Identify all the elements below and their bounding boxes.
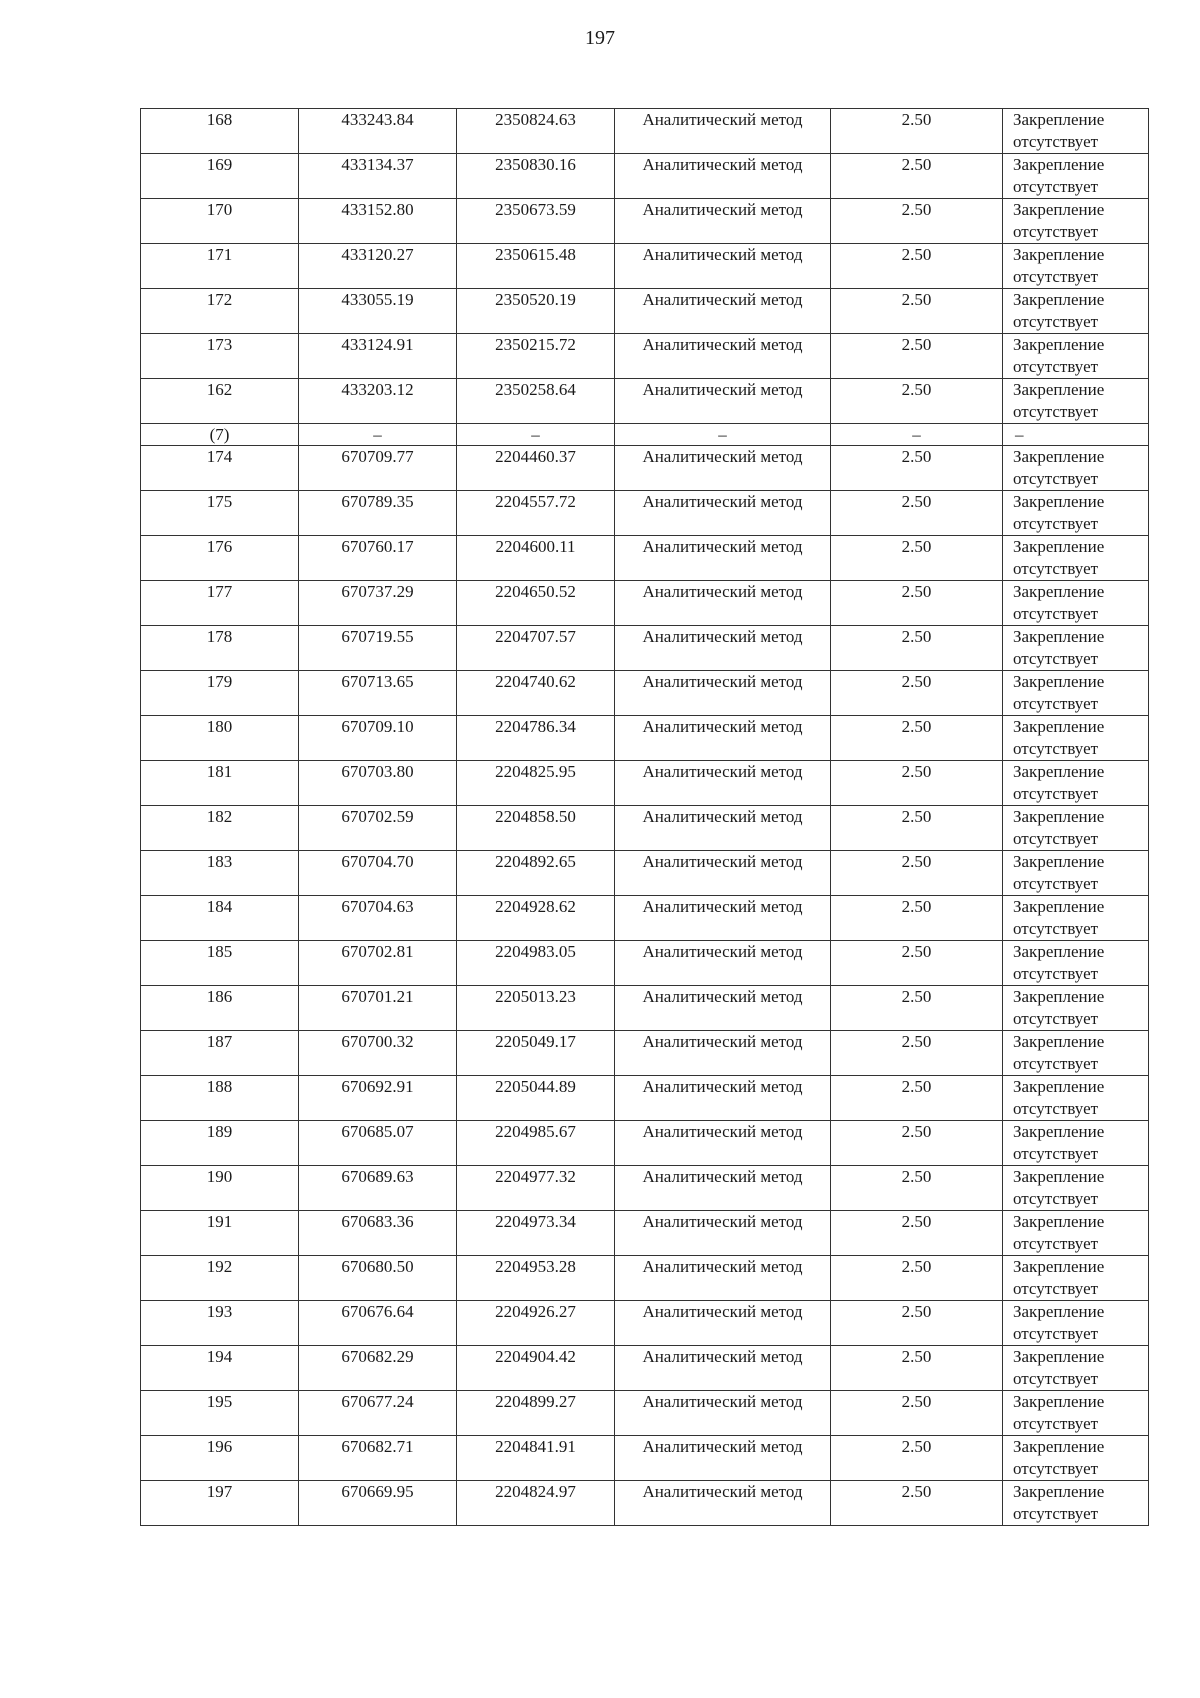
cell-method: Аналитический метод (615, 851, 831, 896)
cell-fixation: Закрепление отсутствует (1003, 379, 1149, 424)
cell-fixation: Закрепление отсутствует (1003, 1481, 1149, 1526)
table-row (141, 941, 1149, 986)
cell-coordinate-x: 670704.63 (299, 896, 457, 941)
cell-fixation: Закрепление отсутствует (1003, 986, 1149, 1031)
cell-point-number: 186 (141, 986, 299, 1031)
table-row (141, 1346, 1149, 1391)
cell-accuracy: 2.50 (831, 1346, 1003, 1391)
cell-method: Аналитический метод (615, 244, 831, 289)
cell-coordinate-y: 2205013.23 (457, 986, 615, 1031)
cell-coordinate-x: 670677.24 (299, 1391, 457, 1436)
cell-accuracy: 2.50 (831, 1391, 1003, 1436)
cell-point-number: 184 (141, 896, 299, 941)
cell-fixation: Закрепление отсутствует (1003, 1076, 1149, 1121)
cell-coordinate-y: 2204841.91 (457, 1436, 615, 1481)
cell-fixation: Закрепление отсутствует (1003, 671, 1149, 716)
cell-fixation: Закрепление отсутствует (1003, 761, 1149, 806)
cell-fixation: Закрепление отсутствует (1003, 716, 1149, 761)
cell-point-number: 173 (141, 334, 299, 379)
cell-accuracy: 2.50 (831, 154, 1003, 199)
cell-fixation: – (1003, 424, 1149, 446)
cell-coordinate-y: 2204825.95 (457, 761, 615, 806)
cell-point-number: 196 (141, 1436, 299, 1481)
table-row (141, 626, 1149, 671)
cell-point-number: 195 (141, 1391, 299, 1436)
cell-method: Аналитический метод (615, 1076, 831, 1121)
cell-point-number: 181 (141, 761, 299, 806)
cell-method: Аналитический метод (615, 536, 831, 581)
cell-coordinate-y: 2204983.05 (457, 941, 615, 986)
cell-coordinate-y: 2204824.97 (457, 1481, 615, 1526)
cell-coordinate-y: 2204707.57 (457, 626, 615, 671)
cell-coordinate-x: 670700.32 (299, 1031, 457, 1076)
cell-coordinate-y: 2350830.16 (457, 154, 615, 199)
cell-accuracy: 2.50 (831, 491, 1003, 536)
table-row (141, 806, 1149, 851)
table-row (141, 1166, 1149, 1211)
table-row (141, 716, 1149, 761)
cell-fixation: Закрепление отсутствует (1003, 199, 1149, 244)
cell-coordinate-y: 2204928.62 (457, 896, 615, 941)
cell-coordinate-y: 2204899.27 (457, 1391, 615, 1436)
cell-fixation: Закрепление отсутствует (1003, 896, 1149, 941)
cell-method: Аналитический метод (615, 491, 831, 536)
cell-point-number: (7) (141, 424, 299, 446)
cell-accuracy: 2.50 (831, 1436, 1003, 1481)
cell-fixation: Закрепление отсутствует (1003, 244, 1149, 289)
cell-coordinate-y: 2204926.27 (457, 1301, 615, 1346)
cell-fixation: Закрепление отсутствует (1003, 1436, 1149, 1481)
cell-method: Аналитический метод (615, 626, 831, 671)
cell-fixation: Закрепление отсутствует (1003, 581, 1149, 626)
cell-method: Аналитический метод (615, 334, 831, 379)
cell-method: Аналитический метод (615, 671, 831, 716)
cell-coordinate-y: 2204953.28 (457, 1256, 615, 1301)
cell-point-number: 180 (141, 716, 299, 761)
cell-method: Аналитический метод (615, 1481, 831, 1526)
page-number: 197 (585, 27, 615, 49)
table-row (141, 154, 1149, 199)
cell-coordinate-x: 433243.84 (299, 109, 457, 154)
cell-fixation: Закрепление отсутствует (1003, 109, 1149, 154)
cell-coordinate-x: 670701.21 (299, 986, 457, 1031)
coordinates-table-body (141, 109, 1149, 1526)
cell-point-number: 174 (141, 446, 299, 491)
cell-coordinate-x: 670737.29 (299, 581, 457, 626)
cell-accuracy: 2.50 (831, 1211, 1003, 1256)
cell-accuracy: 2.50 (831, 1076, 1003, 1121)
cell-coordinate-x: 670713.65 (299, 671, 457, 716)
cell-fixation: Закрепление отсутствует (1003, 1391, 1149, 1436)
cell-point-number: 175 (141, 491, 299, 536)
cell-point-number: 182 (141, 806, 299, 851)
cell-coordinate-x: 433152.80 (299, 199, 457, 244)
cell-point-number: 183 (141, 851, 299, 896)
cell-accuracy: 2.50 (831, 379, 1003, 424)
cell-point-number: 168 (141, 109, 299, 154)
table-row (141, 1301, 1149, 1346)
cell-point-number: 194 (141, 1346, 299, 1391)
cell-fixation: Закрепление отсутствует (1003, 536, 1149, 581)
cell-coordinate-x: 670719.55 (299, 626, 457, 671)
cell-coordinate-x: 670789.35 (299, 491, 457, 536)
cell-method: Аналитический метод (615, 1436, 831, 1481)
cell-accuracy: 2.50 (831, 941, 1003, 986)
cell-coordinate-x: 670683.36 (299, 1211, 457, 1256)
cell-method: Аналитический метод (615, 716, 831, 761)
cell-coordinate-x: 670685.07 (299, 1121, 457, 1166)
cell-fixation: Закрепление отсутствует (1003, 1211, 1149, 1256)
cell-accuracy: 2.50 (831, 1301, 1003, 1346)
cell-accuracy: 2.50 (831, 244, 1003, 289)
cell-accuracy: 2.50 (831, 581, 1003, 626)
cell-method: Аналитический метод (615, 1211, 831, 1256)
cell-coordinate-y: 2204977.32 (457, 1166, 615, 1211)
cell-point-number: 189 (141, 1121, 299, 1166)
table-row (141, 761, 1149, 806)
cell-coordinate-y: 2350615.48 (457, 244, 615, 289)
cell-method: Аналитический метод (615, 896, 831, 941)
cell-point-number: 176 (141, 536, 299, 581)
cell-coordinate-y: – (457, 424, 615, 446)
cell-point-number: 187 (141, 1031, 299, 1076)
table-row (141, 1436, 1149, 1481)
cell-coordinate-x: 670709.77 (299, 446, 457, 491)
table-row (141, 1391, 1149, 1436)
cell-accuracy: 2.50 (831, 626, 1003, 671)
cell-point-number: 178 (141, 626, 299, 671)
table-row (141, 1211, 1149, 1256)
cell-coordinate-y: 2350520.19 (457, 289, 615, 334)
cell-accuracy: 2.50 (831, 986, 1003, 1031)
cell-fixation: Закрепление отсутствует (1003, 1301, 1149, 1346)
cell-point-number: 177 (141, 581, 299, 626)
cell-method: Аналитический метод (615, 1256, 831, 1301)
cell-coordinate-x: 670702.81 (299, 941, 457, 986)
cell-coordinate-y: 2204892.65 (457, 851, 615, 896)
cell-fixation: Закрепление отсутствует (1003, 1121, 1149, 1166)
cell-fixation: Закрепление отсутствует (1003, 289, 1149, 334)
cell-accuracy: 2.50 (831, 1031, 1003, 1076)
cell-coordinate-y: 2204600.11 (457, 536, 615, 581)
cell-coordinate-y: 2204973.34 (457, 1211, 615, 1256)
table-row (141, 671, 1149, 716)
cell-method: Аналитический метод (615, 1346, 831, 1391)
cell-fixation: Закрепление отсутствует (1003, 626, 1149, 671)
cell-point-number: 171 (141, 244, 299, 289)
cell-coordinate-y: 2204985.67 (457, 1121, 615, 1166)
table-row (141, 1121, 1149, 1166)
table-row (141, 536, 1149, 581)
cell-accuracy: 2.50 (831, 109, 1003, 154)
cell-coordinate-x: 670709.10 (299, 716, 457, 761)
cell-fixation: Закрепление отсутствует (1003, 1346, 1149, 1391)
cell-point-number: 190 (141, 1166, 299, 1211)
cell-coordinate-x: 670676.64 (299, 1301, 457, 1346)
cell-accuracy: 2.50 (831, 199, 1003, 244)
cell-coordinate-y: 2204740.62 (457, 671, 615, 716)
cell-accuracy: 2.50 (831, 761, 1003, 806)
cell-point-number: 191 (141, 1211, 299, 1256)
cell-fixation: Закрепление отсутствует (1003, 851, 1149, 896)
table-row (141, 581, 1149, 626)
cell-fixation: Закрепление отсутствует (1003, 154, 1149, 199)
cell-point-number: 193 (141, 1301, 299, 1346)
cell-method: Аналитический метод (615, 581, 831, 626)
cell-point-number: 170 (141, 199, 299, 244)
cell-accuracy: 2.50 (831, 1256, 1003, 1301)
cell-accuracy: 2.50 (831, 289, 1003, 334)
cell-accuracy: – (831, 424, 1003, 446)
table-row (141, 851, 1149, 896)
cell-coordinate-x: 670760.17 (299, 536, 457, 581)
cell-method: – (615, 424, 831, 446)
cell-coordinate-x: 433134.37 (299, 154, 457, 199)
cell-fixation: Закрепление отсутствует (1003, 446, 1149, 491)
table-row (141, 1076, 1149, 1121)
cell-accuracy: 2.50 (831, 806, 1003, 851)
cell-accuracy: 2.50 (831, 1121, 1003, 1166)
cell-method: Аналитический метод (615, 109, 831, 154)
cell-method: Аналитический метод (615, 1031, 831, 1076)
cell-coordinate-x: 670682.29 (299, 1346, 457, 1391)
table-row (141, 1256, 1149, 1301)
cell-method: Аналитический метод (615, 446, 831, 491)
cell-coordinate-y: 2204557.72 (457, 491, 615, 536)
cell-method: Аналитический метод (615, 986, 831, 1031)
cell-coordinate-x: 433055.19 (299, 289, 457, 334)
cell-method: Аналитический метод (615, 941, 831, 986)
cell-coordinate-x: 670669.95 (299, 1481, 457, 1526)
table-row (141, 1031, 1149, 1076)
cell-coordinate-x: – (299, 424, 457, 446)
cell-fixation: Закрепление отсутствует (1003, 941, 1149, 986)
table-row (141, 896, 1149, 941)
cell-fixation: Закрепление отсутствует (1003, 1256, 1149, 1301)
cell-accuracy: 2.50 (831, 1166, 1003, 1211)
cell-coordinate-y: 2204650.52 (457, 581, 615, 626)
cell-point-number: 169 (141, 154, 299, 199)
cell-method: Аналитический метод (615, 1121, 831, 1166)
table-row (141, 1481, 1149, 1526)
cell-point-number: 179 (141, 671, 299, 716)
cell-coordinate-y: 2350673.59 (457, 199, 615, 244)
cell-coordinate-x: 670702.59 (299, 806, 457, 851)
cell-method: Аналитический метод (615, 1301, 831, 1346)
cell-coordinate-x: 670680.50 (299, 1256, 457, 1301)
cell-coordinate-x: 670692.91 (299, 1076, 457, 1121)
cell-method: Аналитический метод (615, 154, 831, 199)
cell-point-number: 162 (141, 379, 299, 424)
cell-point-number: 197 (141, 1481, 299, 1526)
cell-point-number: 188 (141, 1076, 299, 1121)
cell-fixation: Закрепление отсутствует (1003, 1031, 1149, 1076)
cell-coordinate-x: 433120.27 (299, 244, 457, 289)
cell-coordinate-x: 670703.80 (299, 761, 457, 806)
cell-point-number: 192 (141, 1256, 299, 1301)
table-row (141, 491, 1149, 536)
cell-fixation: Закрепление отсутствует (1003, 334, 1149, 379)
cell-coordinate-x: 670682.71 (299, 1436, 457, 1481)
cell-point-number: 172 (141, 289, 299, 334)
cell-accuracy: 2.50 (831, 334, 1003, 379)
cell-coordinate-y: 2350824.63 (457, 109, 615, 154)
cell-coordinate-x: 433203.12 (299, 379, 457, 424)
cell-coordinate-x: 433124.91 (299, 334, 457, 379)
table-row (141, 199, 1149, 244)
cell-accuracy: 2.50 (831, 1481, 1003, 1526)
cell-method: Аналитический метод (615, 1166, 831, 1211)
cell-accuracy: 2.50 (831, 671, 1003, 716)
cell-coordinate-y: 2204786.34 (457, 716, 615, 761)
table-row (141, 109, 1149, 154)
cell-method: Аналитический метод (615, 199, 831, 244)
cell-method: Аналитический метод (615, 289, 831, 334)
table-row (141, 379, 1149, 424)
table-row (141, 986, 1149, 1031)
cell-accuracy: 2.50 (831, 896, 1003, 941)
cell-fixation: Закрепление отсутствует (1003, 1166, 1149, 1211)
cell-fixation: Закрепление отсутствует (1003, 806, 1149, 851)
table-row (141, 244, 1149, 289)
cell-coordinate-y: 2350258.64 (457, 379, 615, 424)
cell-method: Аналитический метод (615, 1391, 831, 1436)
table-row (141, 424, 1149, 446)
table-row (141, 446, 1149, 491)
coordinates-table (140, 108, 1149, 1526)
cell-method: Аналитический метод (615, 761, 831, 806)
cell-coordinate-y: 2204460.37 (457, 446, 615, 491)
cell-point-number: 185 (141, 941, 299, 986)
cell-accuracy: 2.50 (831, 851, 1003, 896)
table-row (141, 334, 1149, 379)
cell-coordinate-x: 670689.63 (299, 1166, 457, 1211)
cell-coordinate-y: 2204904.42 (457, 1346, 615, 1391)
cell-coordinate-x: 670704.70 (299, 851, 457, 896)
cell-method: Аналитический метод (615, 806, 831, 851)
cell-coordinate-y: 2350215.72 (457, 334, 615, 379)
cell-accuracy: 2.50 (831, 716, 1003, 761)
cell-accuracy: 2.50 (831, 536, 1003, 581)
cell-method: Аналитический метод (615, 379, 831, 424)
cell-fixation: Закрепление отсутствует (1003, 491, 1149, 536)
cell-coordinate-y: 2204858.50 (457, 806, 615, 851)
cell-coordinate-y: 2205044.89 (457, 1076, 615, 1121)
table-row (141, 289, 1149, 334)
cell-coordinate-y: 2205049.17 (457, 1031, 615, 1076)
cell-accuracy: 2.50 (831, 446, 1003, 491)
